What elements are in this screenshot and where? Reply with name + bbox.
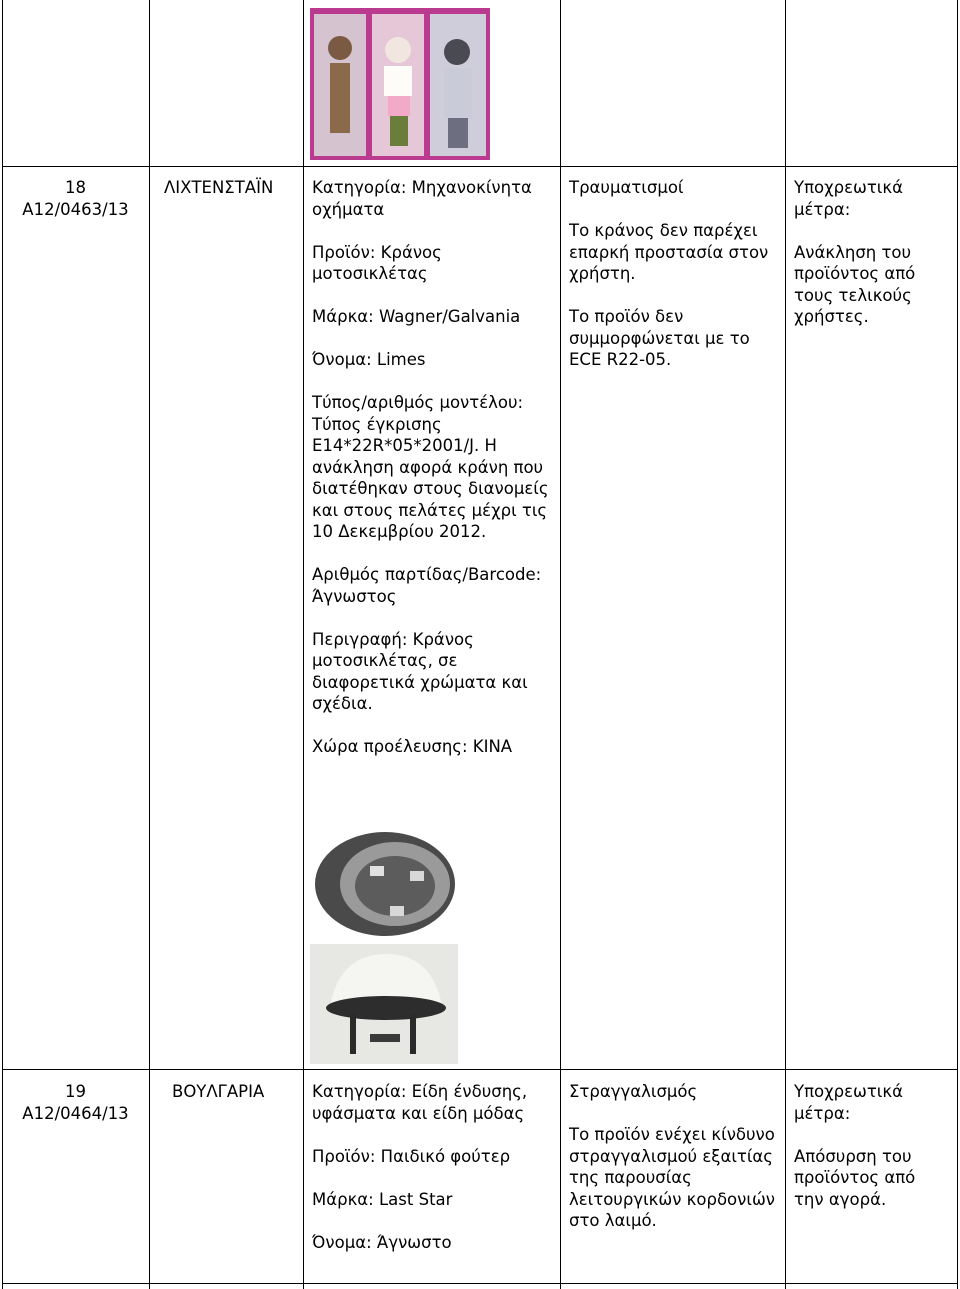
- detail-description: Περιγραφή: Κράνος μοτοσικλέτας, σε διαφορετικά χρώματα και σχέδια.: [312, 629, 528, 713]
- detail-product: Προϊόν: Παιδικό φούτερ: [312, 1146, 511, 1166]
- detail-brand: Μάρκα: Last Star: [312, 1189, 453, 1209]
- row-18-measures-cell: [794, 177, 934, 349]
- column-divider-risk: [560, 0, 561, 1289]
- row-19-risk-cell: [569, 1081, 781, 1253]
- measures-heading: Υποχρεωτικά μέτρα:: [794, 1082, 903, 1123]
- column-divider-country: [149, 0, 150, 1289]
- row-divider-top: [2, 166, 958, 167]
- row-18-details-cell: [312, 177, 552, 779]
- detail-batch: Αριθμός παρτίδας/Barcode: Άγνωστος: [312, 565, 542, 606]
- measures-action: Απόσυρση του προϊόντος από την αγορά.: [794, 1146, 916, 1209]
- detail-origin: Χώρα προέλευσης: ΚΙΝΑ: [312, 737, 513, 756]
- row-18-risk-cell: [569, 177, 777, 392]
- column-divider-details: [303, 0, 304, 1289]
- risk-description: Το κράνος δεν παρέχει επαρκή προστασία στον χρήστη.: [569, 221, 769, 283]
- detail-category: Κατηγορία: Μηχανοκίνητα οχήματα: [312, 178, 532, 219]
- row-divider-middle: [2, 1069, 958, 1070]
- row-19-details-cell: [312, 1081, 552, 1275]
- risk-description: Το προϊόν ενέχει κίνδυνο στραγγαλισμού εξαιτίας της παρουσίας λειτουργικών κορδονιών στο λαιμό.: [569, 1125, 775, 1230]
- detail-product: Προϊόν: Κράνος μοτοσικλέτας: [312, 242, 442, 283]
- detail-name: Όνομα: Limes: [312, 350, 426, 369]
- helmet-interior-photo: [310, 826, 460, 937]
- table-border-right: [957, 0, 958, 1289]
- row-19-number-cell: [2, 1081, 149, 1124]
- notification-reference: A12/0464/13: [22, 1103, 129, 1123]
- row-19-country-cell: [172, 1081, 300, 1103]
- column-divider-measures: [785, 0, 786, 1289]
- country-name: ΒΟΥΛΓΑΡΙΑ: [172, 1082, 265, 1101]
- country-name: ΛΙΧΤΕΝΣΤΑΪΝ: [164, 178, 274, 197]
- row-18-number-cell: [2, 177, 149, 220]
- detail-name: Όνομα: Άγνωστο: [312, 1232, 452, 1252]
- detail-category: Κατηγορία: Είδη ένδυσης, υφάσματα και είδη μόδας: [312, 1082, 528, 1123]
- dolls-product-photo: [310, 8, 490, 160]
- row-number: 19: [65, 1082, 86, 1101]
- risk-type: Στραγγαλισμός: [569, 1082, 698, 1101]
- risk-compliance: Το προϊόν δεν συμμορφώνεται με το ECE R22-05.: [569, 307, 750, 369]
- row-number: 18: [65, 178, 86, 197]
- helmet-exterior-photo: [310, 944, 458, 1064]
- row-18-country-cell: [164, 177, 299, 199]
- notification-reference: A12/0463/13: [22, 199, 129, 219]
- detail-model: Τύπος/αριθμός μοντέλου: Τύπος έγκρισης E14*22R*05*2001/J. Η ανάκληση αφορά κράνη που διατέθηκαν στους διανομείς και στους πελάτες μέχρι τις 10 Δεκεμβρίου 2012.: [312, 393, 549, 541]
- detail-brand: Μάρκα: Wagner/Galvania: [312, 307, 521, 326]
- risk-type: Τραυματισμοί: [569, 178, 684, 197]
- measures-action: Ανάκληση του προϊόντος από τους τελικούς χρήστες.: [794, 242, 916, 326]
- row-divider-bottom: [2, 1283, 958, 1284]
- measures-heading: Υποχρεωτικά μέτρα:: [794, 178, 903, 219]
- row-19-measures-cell: [794, 1081, 934, 1232]
